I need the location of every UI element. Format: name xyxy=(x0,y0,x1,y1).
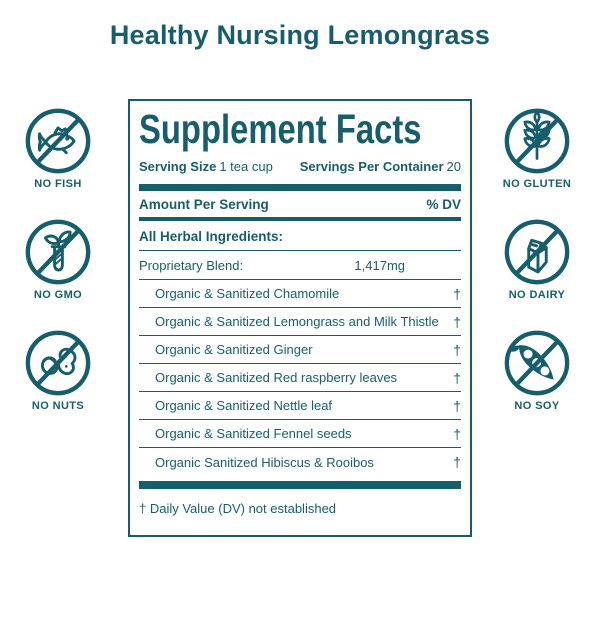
no-soy-icon xyxy=(502,328,572,398)
divider-thick-top xyxy=(139,184,461,191)
section-header: All Herbal Ingredients: xyxy=(139,221,461,251)
badge-label: NO FISH xyxy=(34,178,82,190)
ingredient-row xyxy=(139,420,461,448)
supplement-facts-title: Supplement Facts xyxy=(139,106,422,152)
divider-thick-bottom xyxy=(139,481,461,489)
ingredient-row xyxy=(139,448,461,476)
no-gmo-icon xyxy=(23,217,93,287)
ingredient-name: Organic Sanitized Hibiscus & Rooibos xyxy=(155,454,374,470)
ingredient-name: Organic & Sanitized Chamomile xyxy=(155,286,340,301)
blend-name: Proprietary Blend: xyxy=(139,258,244,273)
ingredient-dv: † xyxy=(453,285,461,302)
amount-per-serving-label: Amount Per Serving xyxy=(139,197,269,212)
servings-per-container-label: Servings Per Container xyxy=(299,159,444,174)
ingredient-name: Organic & Sanitized Lemongrass and Milk Thistle xyxy=(155,314,439,329)
badge-no-gmo xyxy=(22,217,94,301)
badge-label: NO GMO xyxy=(33,289,83,301)
ingredient-dv: † xyxy=(453,425,461,442)
badge-no-soy xyxy=(501,328,573,412)
ingredient-name: Organic & Sanitized Fennel seeds xyxy=(155,426,352,441)
badge-label: NO SOY xyxy=(514,400,560,412)
footnote: † Daily Value (DV) not established xyxy=(139,501,337,516)
ingredient-row xyxy=(139,308,461,336)
blend-amount: 1,417mg xyxy=(354,258,405,273)
serving-size xyxy=(139,159,273,174)
badge-label: NO NUTS xyxy=(31,400,85,412)
ingredient-name: Organic & Sanitized Ginger xyxy=(155,342,313,357)
badge-label: NO GLUTEN xyxy=(502,178,572,190)
ingredient-name: Organic & Sanitized Nettle leaf xyxy=(155,398,333,413)
ingredient-dv: † xyxy=(453,397,461,414)
serving-row xyxy=(139,159,461,174)
serving-size-label: Serving Size xyxy=(139,159,217,174)
ingredient-dv: † xyxy=(453,341,461,358)
supplement-facts-panel xyxy=(128,99,472,537)
badge-no-gluten xyxy=(501,106,573,190)
serving-size-value: 1 tea cup xyxy=(219,159,273,174)
percent-dv-label: % DV xyxy=(426,197,461,212)
ingredient-name: Organic & Sanitized Red raspberry leaves xyxy=(155,370,398,385)
ingredient-dv: † xyxy=(453,454,461,470)
servings-per-container-value: 20 xyxy=(446,159,461,174)
badge-no-nuts xyxy=(22,328,94,412)
badge-no-fish xyxy=(22,106,94,190)
badge-no-dairy xyxy=(501,217,573,301)
ingredient-row xyxy=(139,336,461,364)
amount-per-serving-row xyxy=(139,191,461,217)
no-dairy-icon xyxy=(502,217,572,287)
ingredient-dv: † xyxy=(453,313,461,330)
ingredient-row xyxy=(139,280,461,308)
no-gluten-icon xyxy=(502,106,572,176)
proprietary-blend-row xyxy=(139,251,461,280)
page-title: Healthy Nursing Lemongrass xyxy=(109,20,491,50)
ingredients-list xyxy=(139,280,461,476)
servings-per-container xyxy=(300,159,461,174)
ingredient-row xyxy=(139,364,461,392)
badge-label: NO DAIRY xyxy=(508,289,566,301)
ingredient-row xyxy=(139,392,461,420)
no-nuts-icon xyxy=(23,328,93,398)
no-fish-icon xyxy=(23,106,93,176)
ingredient-dv: † xyxy=(453,369,461,386)
